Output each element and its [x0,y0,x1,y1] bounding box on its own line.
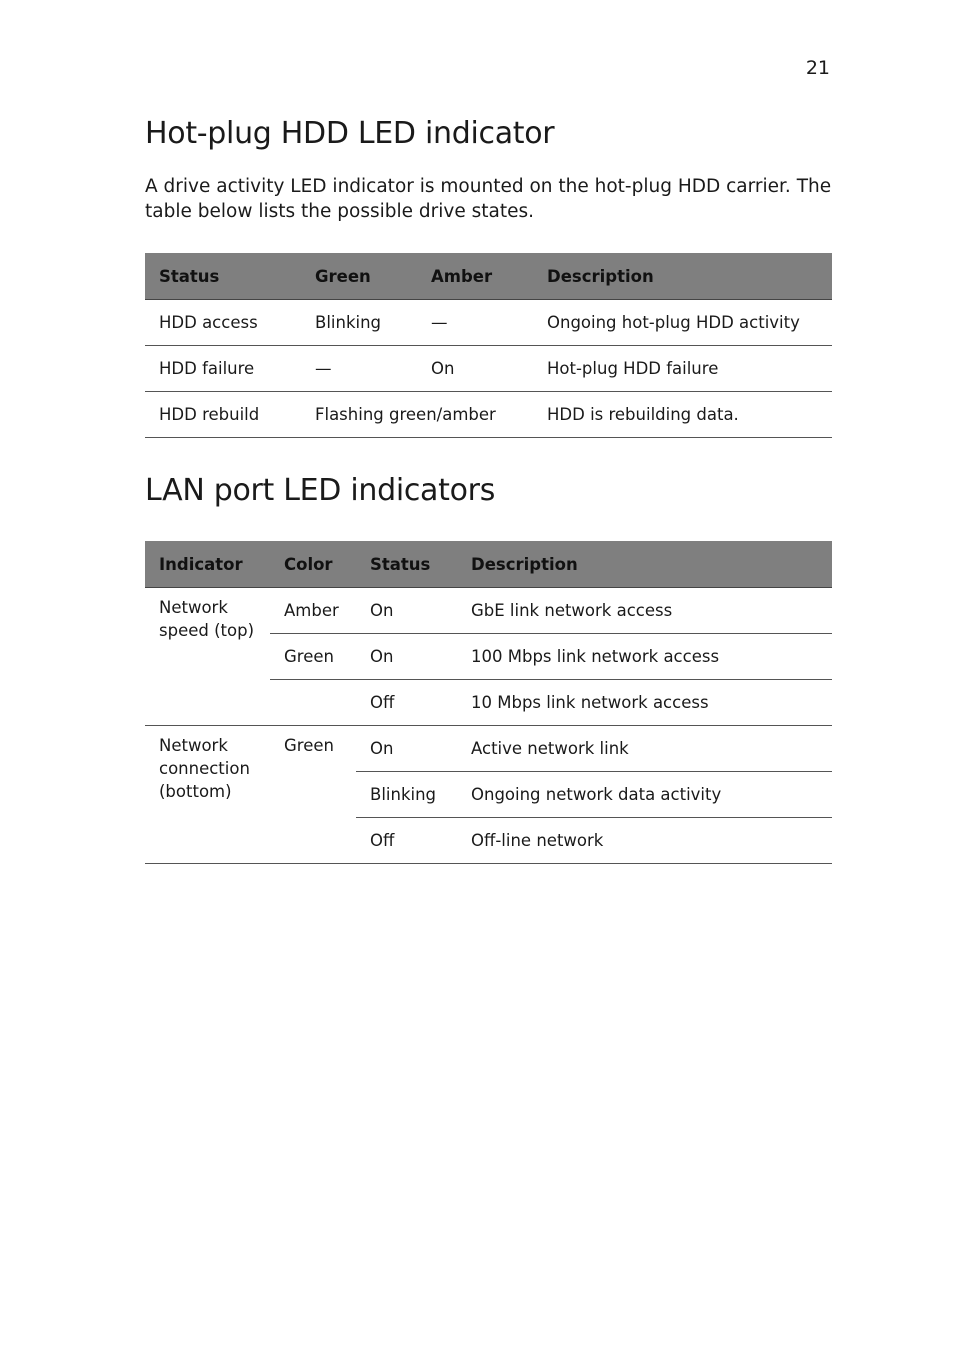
description-cell: Ongoing hot-plug HDD activity [533,300,832,346]
column-header-color: Color [270,541,356,588]
table-header-row [145,253,832,300]
lan-led-table [145,541,832,864]
description-cell: Ongoing network data activity [457,772,832,818]
column-header-green: Green [301,253,417,300]
status-cell: Off [356,680,457,726]
table-row [145,392,832,438]
table-header-row [145,541,832,588]
status-cell: On [356,634,457,680]
hdd-led-table [145,253,832,438]
hdd-section-title: Hot-plug HDD LED indicator [145,116,555,151]
description-cell: GbE link network access [457,588,832,634]
table-row [145,726,832,772]
column-header-description: Description [457,541,832,588]
status-cell: Blinking [356,772,457,818]
column-header-status: Status [145,253,301,300]
page-number: 21 [805,57,830,79]
green-cell: — [301,346,417,392]
status-cell: HDD rebuild [145,392,301,438]
amber-cell: — [417,300,533,346]
green-cell: Blinking [301,300,417,346]
description-cell: Hot-plug HDD failure [533,346,832,392]
color-cell: Green [270,726,356,864]
column-header-status: Status [356,541,457,588]
column-header-description: Description [533,253,832,300]
status-cell: HDD access [145,300,301,346]
column-header-indicator: Indicator [145,541,270,588]
column-header-amber: Amber [417,253,533,300]
status-cell: HDD failure [145,346,301,392]
lan-section-title: LAN port LED indicators [145,473,496,508]
amber-cell: On [417,346,533,392]
color-cell: Green [270,634,356,680]
table-row [145,588,832,634]
color-cell: Amber [270,588,356,634]
green-amber-cell: Flashing green/amber [301,392,533,438]
description-cell: 10 Mbps link network access [457,680,832,726]
status-cell: Off [356,818,457,864]
description-cell: 100 Mbps link network access [457,634,832,680]
color-cell [270,680,356,726]
description-cell: Off-line network [457,818,832,864]
status-cell: On [356,588,457,634]
indicator-cell: Network connection (bottom) [145,726,270,864]
table-row [145,300,832,346]
status-cell: On [356,726,457,772]
table-row [145,346,832,392]
indicator-cell: Network speed (top) [145,588,270,726]
description-cell: HDD is rebuilding data. [533,392,832,438]
hdd-intro-paragraph: A drive activity LED indicator is mounted on the hot-plug HDD carrier. The table below lists the possible drive states. [145,176,832,222]
description-cell: Active network link [457,726,832,772]
